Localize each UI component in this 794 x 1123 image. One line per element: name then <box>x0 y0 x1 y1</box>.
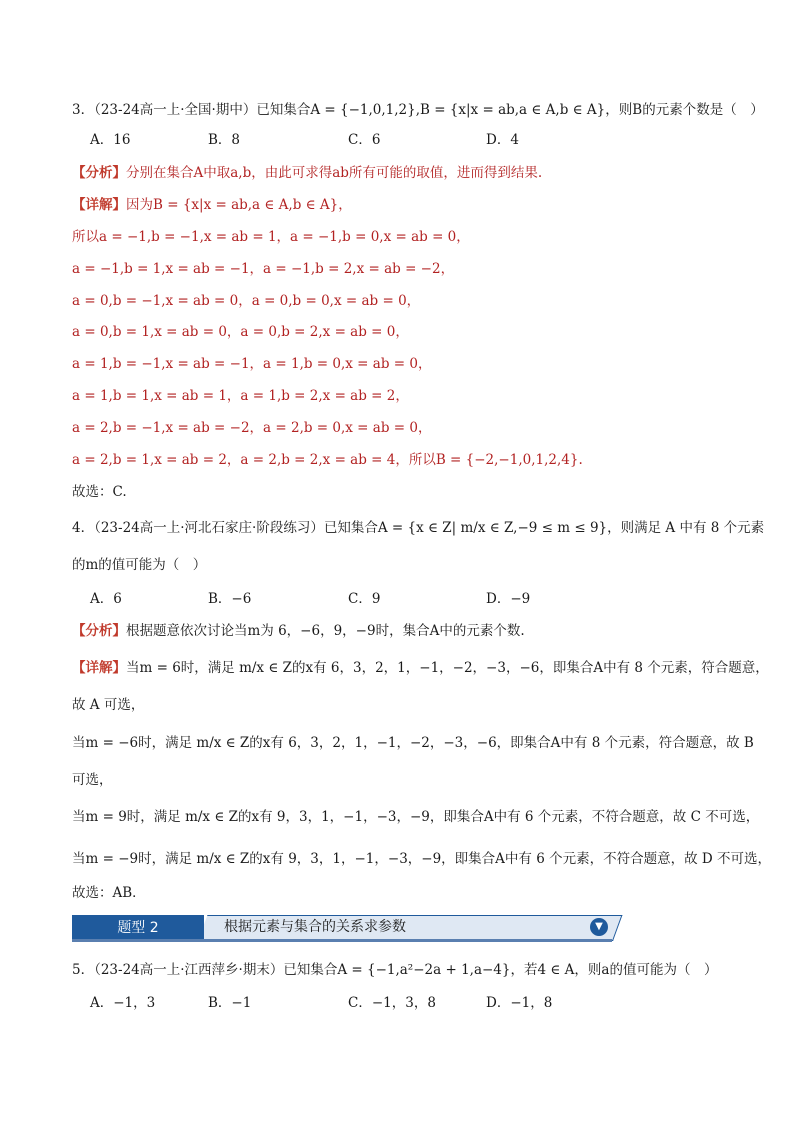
chevron-down-icon: ▼ <box>590 918 608 936</box>
q3-line-4: a = 0,b = 1,x = ab = 0，a = 0,b = 2,x = ab = 0， <box>72 324 409 340</box>
q4-option-a: A．6 <box>90 591 122 607</box>
q3-line-8: a = 2,b = 1,x = ab = 2，a = 2,b = 2,x = ab = 4，所以B = {−2,−1,0,1,2,4}. <box>72 452 583 468</box>
q5-option-a: A．−1，3 <box>90 995 156 1011</box>
q4-answer: 故选：AB． <box>72 885 146 901</box>
q4-detail <box>72 658 769 678</box>
q4-detail-line-2: 故 A 可选， <box>72 697 145 713</box>
q5-stem: 5．（23-24高一上·江西萍乡·期末）已知集合A = {−1,a²−2a + 1,a−4}，若4 ∈ A，则a的值可能为（ ） <box>72 962 718 978</box>
q3-stem: 3．（23-24高一上·全国·期中）已知集合A = {−1,0,1,2},B = {x|x = ab,a ∈ A,b ∈ A}，则B的元素个数是（ ） <box>72 102 764 118</box>
q4-stem-2: 的m的值可能为（ ） <box>72 557 207 573</box>
q4-analysis-text: 根据题意依次讨论当m为 6，−6，9，−9时，集合A中的元素个数. <box>126 623 525 639</box>
q4-detail-line-4: 可选， <box>72 772 113 788</box>
q3-option-d: D．4 <box>486 132 519 148</box>
q3-analysis-text: 分别在集合A中取a,b，由此可求得ab所有可能的取值，进而得到结果. <box>126 165 543 181</box>
q5-option-c: C．−1，3，8 <box>348 995 436 1011</box>
q4-option-d: D．−9 <box>486 591 531 607</box>
banner-label: 题型 2 <box>72 915 204 941</box>
section-banner <box>72 915 612 941</box>
q3-line-1: 所以a = −1,b = −1,x = ab = 1，a = −1,b = 0,x = ab = 0， <box>72 229 470 245</box>
q3-line-5: a = 1,b = −1,x = ab = −1，a = 1,b = 0,x = ab = 0， <box>72 356 432 372</box>
q5-option-b: B．−1 <box>208 995 252 1011</box>
detail-tag: 【详解】 <box>72 197 126 213</box>
q3-line-3: a = 0,b = −1,x = ab = 0，a = 0,b = 0,x = ab = 0， <box>72 293 421 309</box>
q3-line-2: a = −1,b = 1,x = ab = −1，a = −1,b = 2,x = ab = −2， <box>72 261 455 277</box>
banner-underline <box>72 939 612 942</box>
q3-line-6: a = 1,b = 1,x = ab = 1，a = 1,b = 2,x = ab = 2， <box>72 388 409 404</box>
q3-analysis <box>72 163 542 183</box>
q4-option-b: B．−6 <box>208 591 252 607</box>
q4-detail-line-1: 当m = 6时，满足 m/x ∈ Z的x有 6，3，2，1，−1，−2，−3，−6，即集合A中有 8 个元素，符合题意， <box>126 660 769 676</box>
q5-option-d: D．−1，8 <box>486 995 553 1011</box>
q3-line-7: a = 2,b = −1,x = ab = −2，a = 2,b = 0,x = ab = 0， <box>72 420 432 436</box>
detail-tag: 【详解】 <box>72 660 126 676</box>
q3-detail <box>72 195 352 215</box>
q4-detail-line-3: 当m = −6时，满足 m/x ∈ Z的x有 6，3，2，1，−1，−2，−3，−6，即集合A中有 8 个元素，符合题意，故 B <box>72 735 754 751</box>
q3-detail-text: 因为B = {x|x = ab,a ∈ A,b ∈ A}， <box>126 197 352 213</box>
banner-title: 根据元素与集合的关系求参数 <box>224 919 406 935</box>
analysis-tag: 【分析】 <box>72 165 126 181</box>
q4-analysis <box>72 621 525 641</box>
analysis-tag: 【分析】 <box>72 623 126 639</box>
q4-option-c: C．9 <box>348 591 381 607</box>
q3-option-a: A．16 <box>90 132 131 148</box>
q3-answer: 故选：C. <box>72 484 127 500</box>
q3-option-b: B．8 <box>208 132 241 148</box>
q3-option-c: C．6 <box>348 132 381 148</box>
q4-detail-line-6: 当m = −9时，满足 m/x ∈ Z的x有 9，3，1，−1，−3，−9，即集合A中有 6 个元素，不符合题意，故 D 不可选， <box>72 851 772 867</box>
q4-stem-1: 4．（23-24高一上·河北石家庄·阶段练习）已知集合A = {x ∈ Z| m/x ∈ Z,−9 ≤ m ≤ 9}，则满足 A 中有 8 个元素 <box>72 520 765 536</box>
q4-detail-line-5: 当m = 9时，满足 m/x ∈ Z的x有 9，3，1，−1，−3，−9，即集合A中有 6 个元素，不符合题意，故 C 不可选， <box>72 809 760 825</box>
